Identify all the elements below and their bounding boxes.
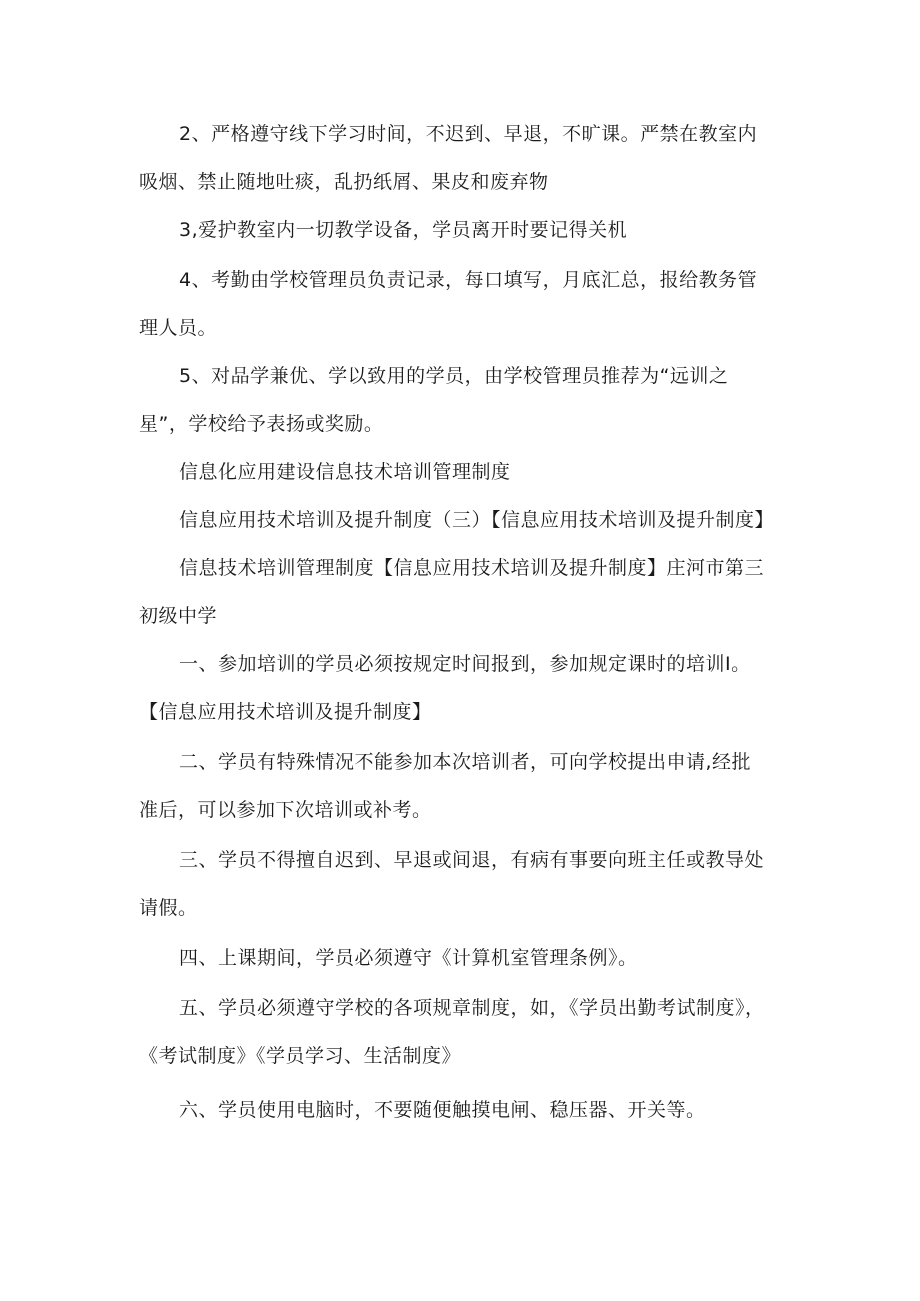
paragraph-rule-5: [139, 352, 799, 448]
paragraph-line: 五、学员必须遵守学校的各项规章制度，如，《学员出勤考试制度》，: [179, 997, 765, 1019]
paragraph-line: 2、严格遵守线下学习时间，不迟到、早退，不旷课。严禁在教室内: [179, 123, 758, 145]
paragraph-item-5: [139, 984, 799, 1080]
heading-training-system-3: [139, 496, 799, 544]
heading-line: 信息化应用建设信息技术培训管理制度: [179, 461, 511, 483]
paragraph-line: 星”，学校给予表扬或奖励。: [139, 413, 384, 435]
paragraph-line: 5、对品学兼优、学以致用的学员，由学校管理员推荐为“远训之: [179, 365, 729, 387]
heading-info-application: [139, 448, 799, 496]
paragraph-item-2: [139, 738, 799, 834]
heading-line: 信息应用技术培训及提升制度（三）【信息应用技术培训及提升制度】: [179, 509, 775, 531]
heading-school-name: [139, 544, 799, 640]
paragraph-line: 四、上课期间，学员必须遵守《计算机室管理条例》。: [179, 947, 638, 969]
paragraph-rule-2: [139, 110, 799, 206]
paragraph-line: 三、学员不得擅自迟到、早退或间退，有病有事要向班主任或教导处: [179, 849, 765, 871]
paragraph-line: 【信息应用技术培训及提升制度】: [139, 701, 432, 723]
paragraph-line: 吸烟、禁止随地吐痰，乱扔纸屑、果皮和废弃物: [139, 171, 549, 193]
paragraph-line: 六、学员使用电脑时，不要随便触摸电闸、稳压器、开关等。: [179, 1099, 706, 1121]
paragraph-line: 准后，可以参加下次培训或补考。: [139, 799, 432, 821]
paragraph-line: 3,爱护教室内一切教学设备，学员离开时要记得关机: [179, 219, 628, 241]
paragraph-rule-3: [139, 206, 799, 254]
paragraph-item-6: [139, 1086, 799, 1134]
paragraph-line: 一、参加培训的学员必须按规定时间报到，参加规定课时的培训I。: [179, 653, 751, 675]
paragraph-item-3: [139, 836, 799, 932]
paragraph-item-4: [139, 934, 799, 982]
paragraph-line: 《考试制度》《学员学习、生活制度》: [139, 1045, 462, 1067]
heading-line: 信息技术培训管理制度【信息应用技术培训及提升制度】庄河市第三: [179, 557, 765, 579]
paragraph-line: 理人员。: [139, 317, 218, 339]
paragraph-line: 4、考勤由学校管理员负责记录，每口填写，月底汇总，报给教务管: [179, 269, 758, 291]
heading-line: 初级中学: [139, 605, 218, 627]
paragraph-line: 二、学员有特殊情况不能参加本次培训者，可向学校提出申请,经批: [179, 751, 752, 773]
paragraph-rule-4: [139, 256, 799, 352]
paragraph-line: 请假。: [139, 897, 198, 919]
paragraph-item-1: [139, 640, 799, 736]
